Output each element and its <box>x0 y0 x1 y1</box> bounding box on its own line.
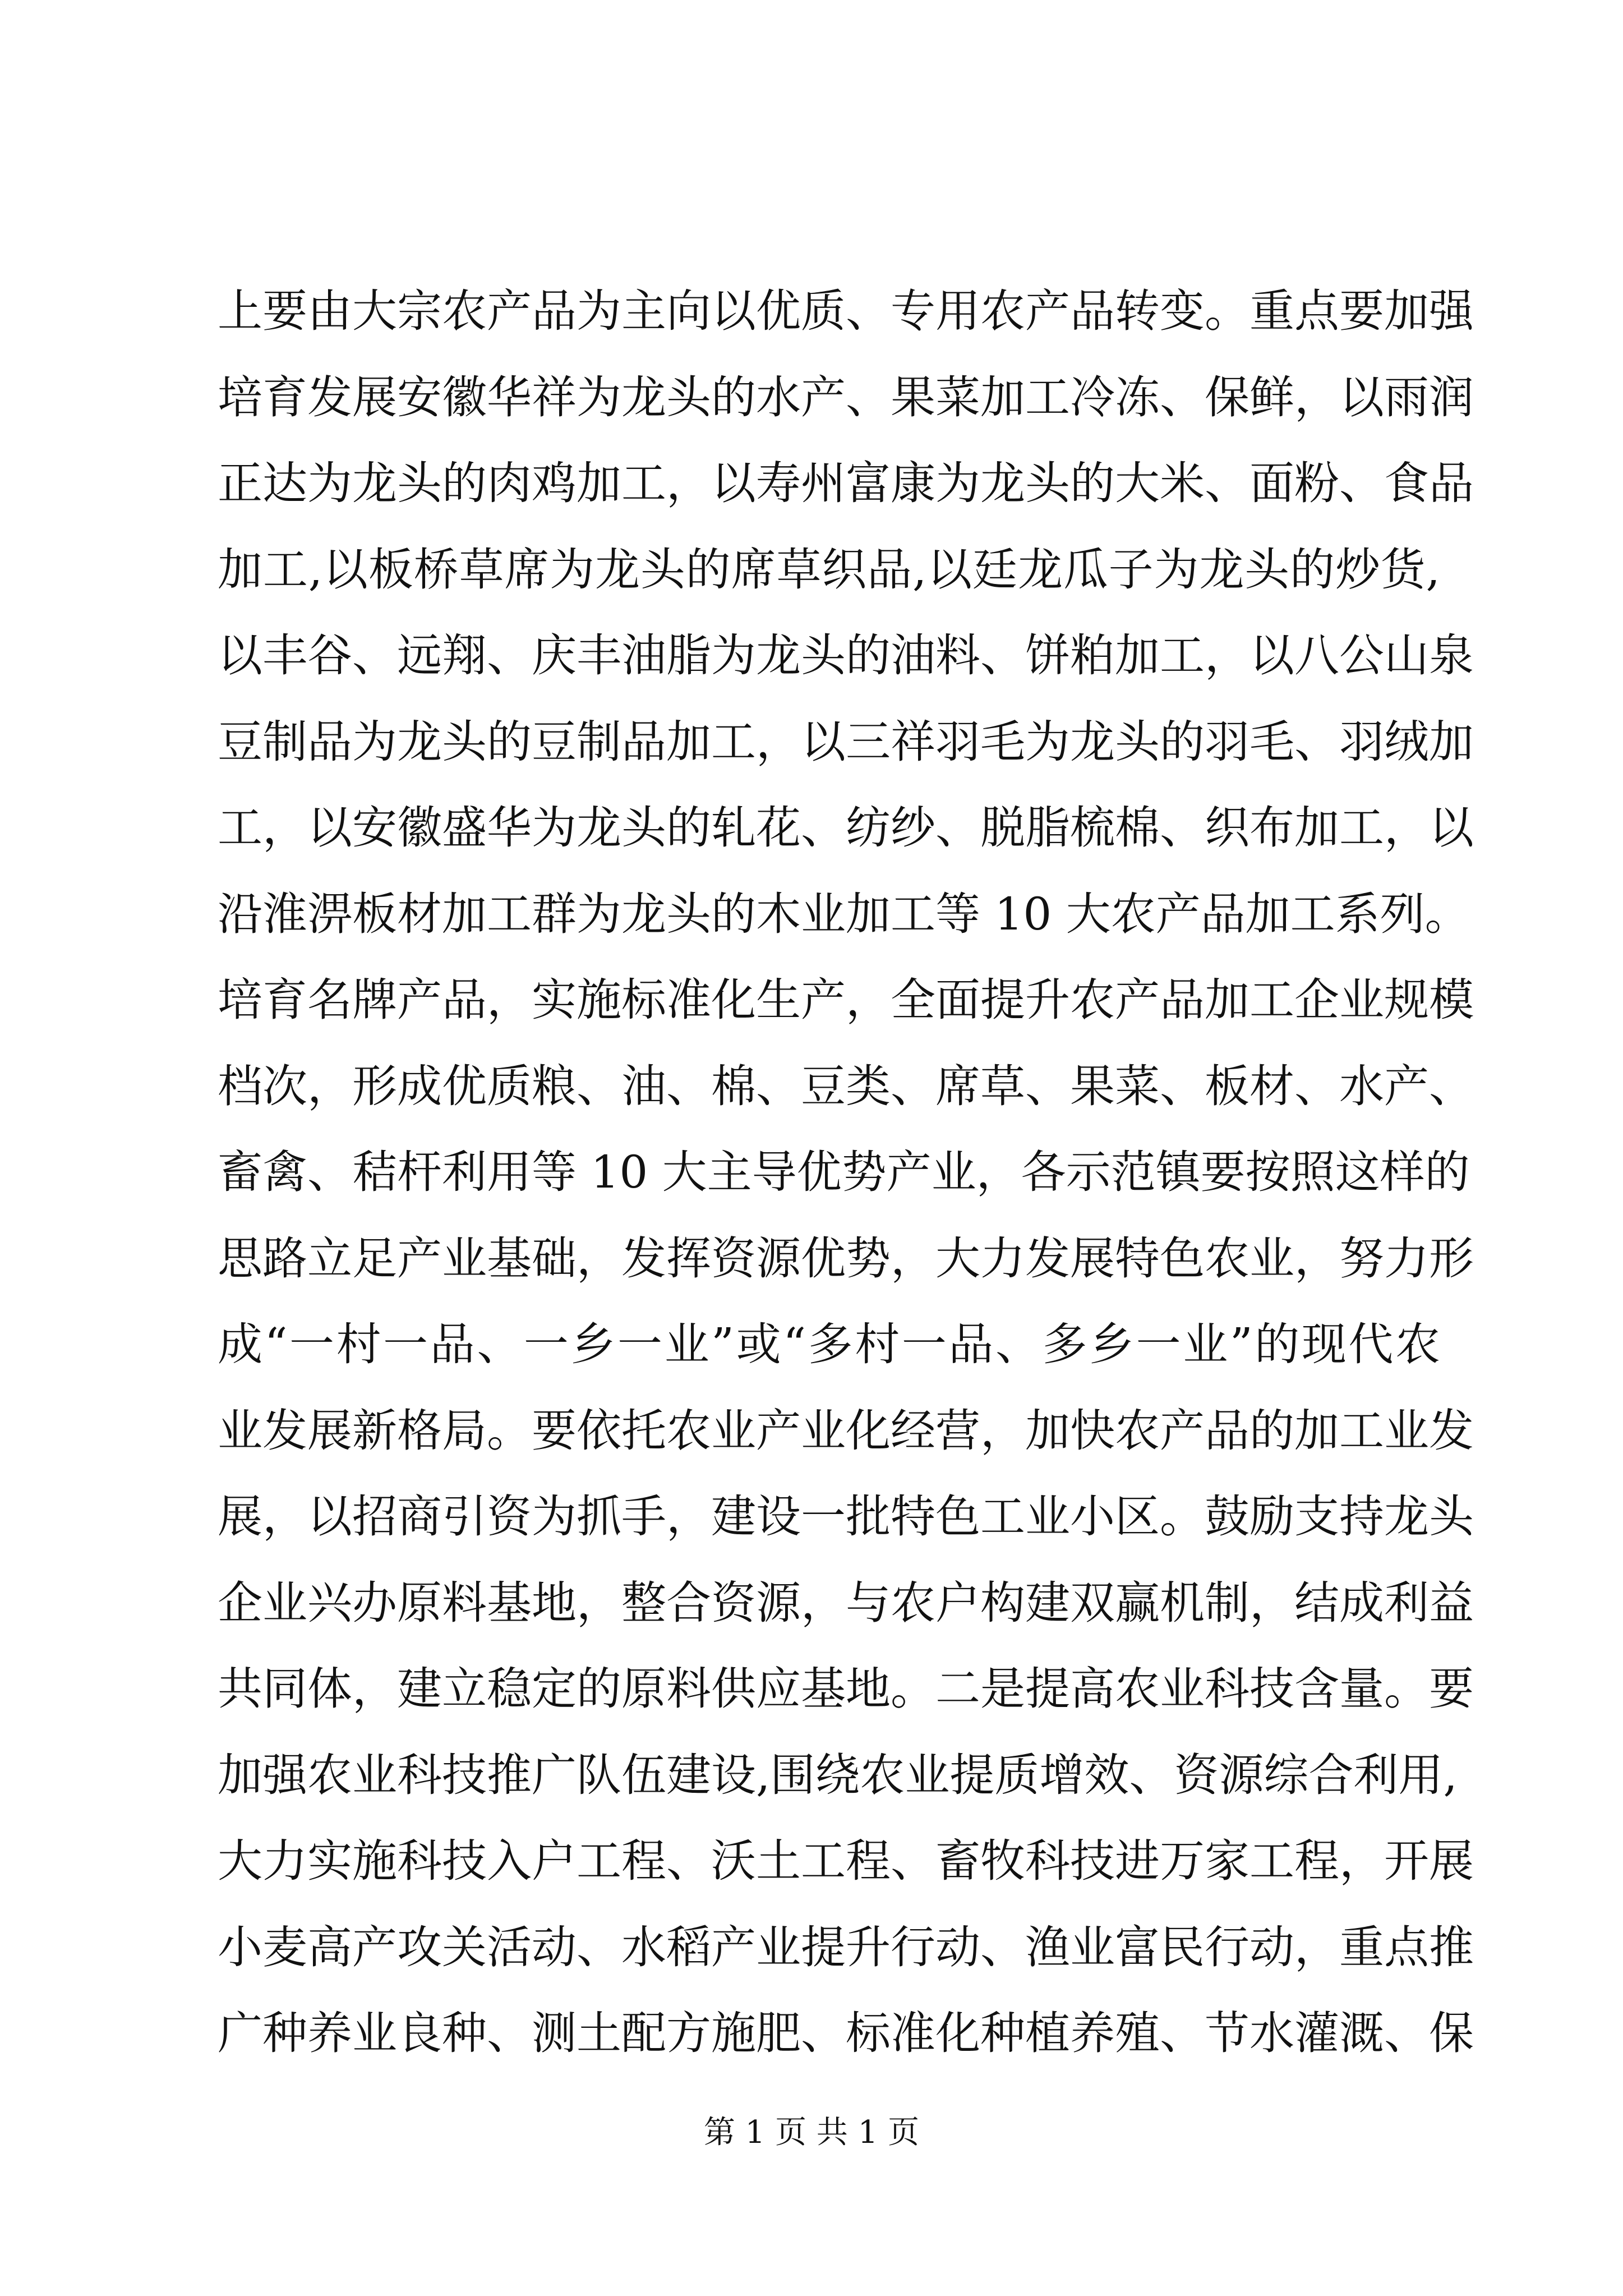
page-footer <box>0 2110 1623 2155</box>
text-line: 小麦高产攻关活动、水稻产业提升行动、渔业富民行动，重点推 <box>218 1921 1474 1973</box>
text-line: 业发展新格局。要依托农业产业化经营，加快农产品的加工业发 <box>218 1404 1474 1457</box>
text-line: 加强农业科技推广队伍建设,围绕农业提质增效、资源综合利用, <box>218 1749 1458 1801</box>
text-line: 企业兴办原料基地，整合资源，与农户构建双赢机制，结成利益 <box>218 1576 1474 1629</box>
text-line: 畜禽、秸杆利用等 10 大主导优势产业，各示范镇要按照这样的 <box>218 1146 1470 1198</box>
text-line: 档次，形成优质粮、油、棉、豆类、席草、果菜、板材、水产、 <box>218 1060 1474 1112</box>
text-line: 豆制品为龙头的豆制品加工，以三祥羽毛为龙头的羽毛、羽绒加 <box>218 715 1474 768</box>
text-line: 上要由大宗农产品为主向以优质、专用农产品转变。重点要加强 <box>218 285 1474 337</box>
text-line: 共同体，建立稳定的原料供应基地。二是提高农业科技含量。要 <box>218 1663 1474 1715</box>
page-number: 第 1 页 共 1 页 <box>703 2114 920 2151</box>
text-line: 工，以安徽盛华为龙头的轧花、纺纱、脱脂梳棉、织布加工，以 <box>218 802 1474 854</box>
text-line: 加工,以板桥草席为龙头的席草织品,以廷龙瓜子为龙头的炒货, <box>218 543 1440 596</box>
text-line: 展，以招商引资为抓手，建设一批特色工业小区。鼓励支持龙头 <box>218 1490 1474 1543</box>
body-text <box>218 268 1474 2077</box>
text-line: 培育名牌产品，实施标准化生产，全面提升农产品加工企业规模 <box>218 974 1474 1026</box>
text-line: 沿淮淠板材加工群为龙头的木业加工等 10 大农产品加工系列。 <box>218 887 1470 940</box>
text-line: 成“一村一品、一乡一业”或“多村一品、多乡一业”的现代农 <box>218 1318 1440 1370</box>
text-line: 大力实施科技入户工程、沃土工程、畜牧科技进万家工程，开展 <box>218 1835 1474 1887</box>
text-line: 以丰谷、远翔、庆丰油脂为龙头的油料、饼粕加工，以八公山泉 <box>218 629 1474 682</box>
text-line: 培育发展安徽华祥为龙头的水产、果菜加工冷冻、保鲜，以雨润 <box>218 371 1474 424</box>
text-line: 正达为龙头的肉鸡加工，以寿州富康为龙头的大米、面粉、食品 <box>218 457 1474 509</box>
text-line: 思路立足产业基础，发挥资源优势，大力发展特色农业，努力形 <box>218 1232 1474 1285</box>
text-line: 广种养业良种、测土配方施肥、标准化种植养殖、节水灌溉、保 <box>218 2007 1474 2059</box>
